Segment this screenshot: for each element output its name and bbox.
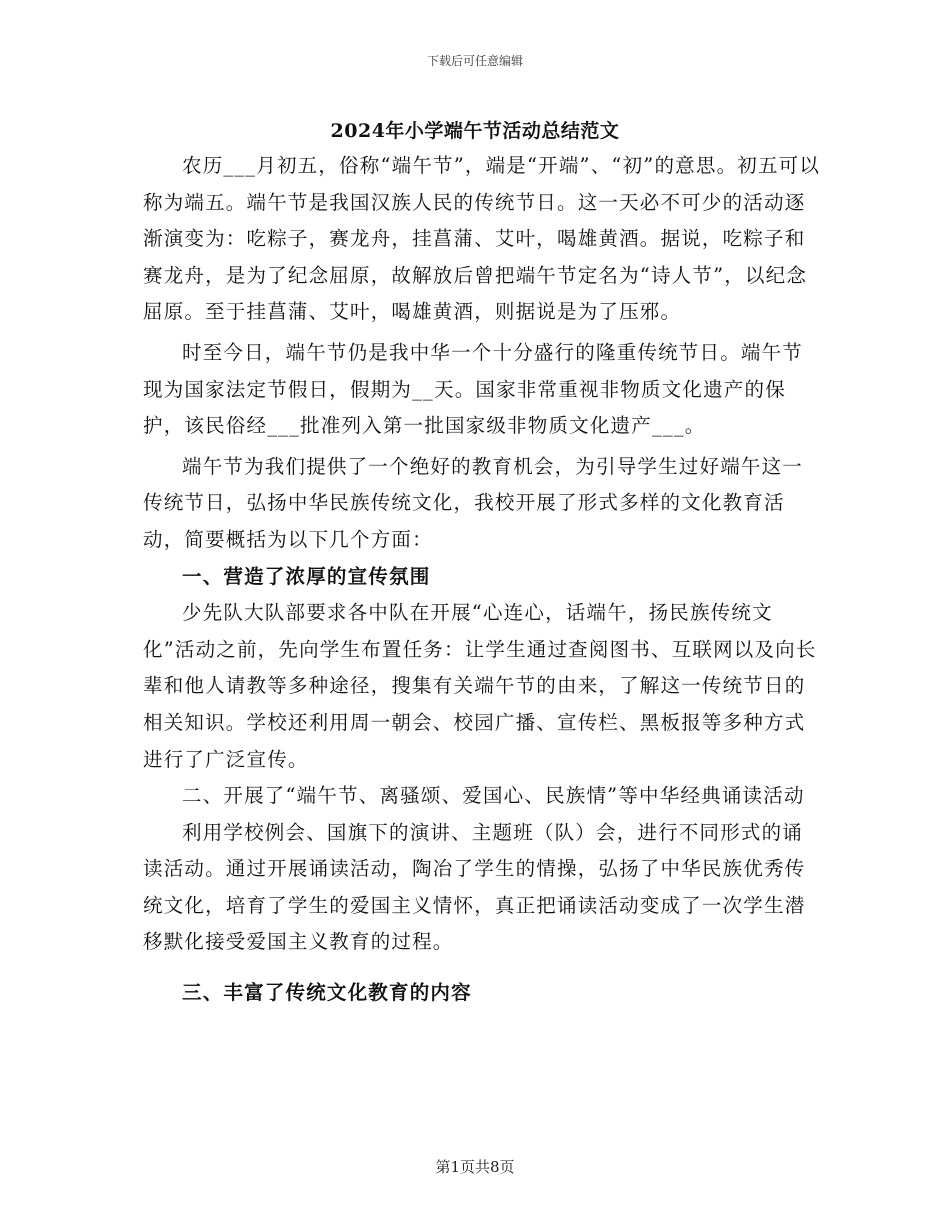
paragraph-holiday-status: 时至今日，端午节仍是我中华一个十分盛行的隆重传统节日。端午节现为国家法定节假日，假期为__天。国家非常重视非物质文化遗产的保护，该民俗经___批准列入第一批国家级非物质文化遗产___。 <box>143 340 804 438</box>
section-heading-2: 二、开展了“端午节、离骚颂、爱国心、民族情”等中华经典诵读活动 <box>182 784 805 808</box>
paragraph-section-1: 少先队大队部要求各中队在开展“心连心，话端午，扬民族传统文化”活动之前，先向学生布置任务：让学生通过查阅图书、互联网以及向长辈和他人请教等多种途径，搜集有关端午节的由来，了解这一传统节日的相关知识。学校还利用周一朝会、校园广播、宣传栏、黑板报等多种方式进行了广泛宣传。 <box>143 601 817 771</box>
header-note: 下载后可任意编辑 <box>426 54 523 68</box>
page-footer: 第1页共8页 <box>435 1158 515 1176</box>
section-heading-3: 三、丰富了传统文化教育的内容 <box>182 981 472 1005</box>
section-heading-1: 一、营造了浓厚的宣传氛围 <box>182 564 431 588</box>
document-title: 2024年小学端午节活动总结范文 <box>330 120 620 142</box>
paragraph-intro: 农历___月初五，俗称“端午节”，端是“开端”、“初”的意思。初五可以称为端五。端午节是我国汉族人民的传统节日。这一天必不可少的活动逐渐演变为：吃粽子，赛龙舟，挂菖蒲、艾叶，喝雄黄酒。据说，吃粽子和赛龙舟，是为了纪念屈原，故解放后曾把端午节定名为“诗人节”，以纪念屈原。至于挂菖蒲、艾叶，喝雄黄酒，则据说是为了压邪。 <box>143 154 821 324</box>
paragraph-section-2: 利用学校例会、国旗下的演讲、主题班（队）会，进行不同形式的诵读活动。通过开展诵读活动，陶冶了学生的情操，弘扬了中华民族优秀传统文化，培育了学生的爱国主义情怀，真正把诵读活动变成了一次学生潜移默化接受爱国主义教育的过程。 <box>143 820 806 954</box>
paragraph-education-opportunity: 端午节为我们提供了一个绝好的教育机会，为引导学生过好端午这一传统节日，弘扬中华民族传统文化，我校开展了形式多样的文化教育活动，简要概括为以下几个方面： <box>143 454 804 551</box>
document-body <box>143 148 823 1012</box>
